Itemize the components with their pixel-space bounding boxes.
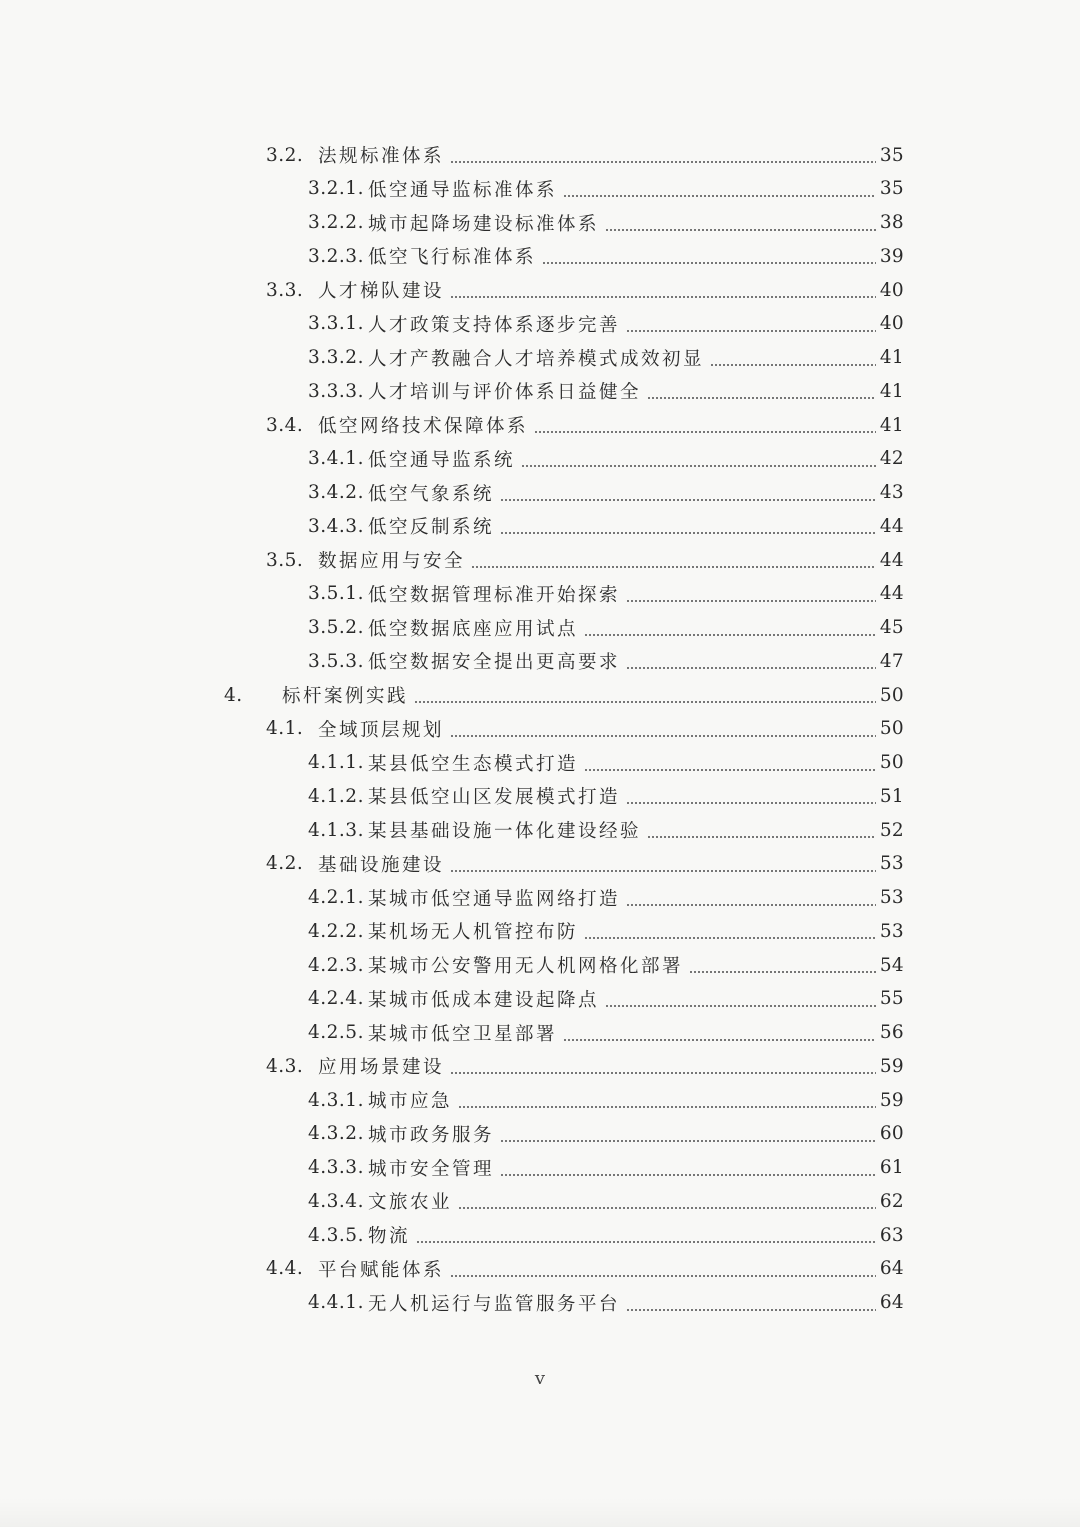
toc-dot-leader — [563, 195, 876, 197]
toc-entry-title: 城市起降场建设标准体系 — [368, 213, 600, 235]
toc-dot-leader — [584, 769, 876, 771]
toc-entry-title: 全域顶层规划 — [318, 719, 445, 741]
toc-dot-leader — [450, 1072, 876, 1074]
toc-entry-number: 4.3.4. — [308, 1190, 364, 1212]
toc-dot-leader — [471, 566, 876, 568]
toc-entry-page: 47 — [879, 650, 904, 672]
toc-entry-page: 53 — [879, 920, 904, 942]
toc-entry-number: 3.3.1. — [308, 313, 364, 335]
toc-entry-page: 55 — [879, 988, 904, 1010]
toc-dot-leader — [450, 296, 876, 298]
toc-dot-leader — [626, 904, 876, 906]
toc-entry-title: 低空飞行标准体系 — [368, 247, 537, 269]
toc-entry-title: 法规标准体系 — [318, 146, 445, 167]
toc-entry[interactable] — [0, 1218, 904, 1252]
toc-entry-number: 4.4. — [266, 1258, 304, 1280]
toc-dot-leader — [626, 802, 876, 804]
toc-entry-number: 3.2.3. — [308, 245, 364, 267]
toc-entry-title: 文旅农业 — [368, 1192, 453, 1214]
toc-entry-title: 低空通导监系统 — [368, 449, 516, 471]
toc-entry[interactable] — [0, 1083, 904, 1117]
toc-entry-number: 3.5.3. — [308, 650, 364, 672]
toc-entry-page: 61 — [879, 1157, 904, 1178]
toc-entry-page: 39 — [879, 245, 904, 267]
toc-entry-number: 3.4.1. — [308, 448, 364, 470]
toc-entry-page: 44 — [879, 515, 904, 537]
toc-entry-page: 42 — [879, 448, 904, 470]
toc-entry-page: 43 — [879, 482, 904, 503]
toc-entry-title: 某城市低成本建设起降点 — [368, 989, 600, 1011]
toc-entry-page: 41 — [879, 380, 904, 402]
toc-dot-leader — [584, 634, 876, 636]
toc-entry-title: 低空数据管理标准开始探索 — [368, 584, 621, 606]
toc-dot-leader — [500, 532, 876, 534]
toc-entry-page: 64 — [879, 1258, 904, 1280]
toc-dot-leader — [563, 1039, 876, 1041]
toc-dot-leader — [605, 1005, 876, 1007]
toc-entry-title: 标杆案例实践 — [282, 686, 409, 707]
toc-entry-title: 某机场无人机管控布防 — [368, 922, 579, 944]
page-number: v — [534, 1368, 546, 1389]
toc-entry[interactable] — [0, 982, 904, 1016]
toc-dot-leader — [534, 431, 876, 433]
toc-entry-title: 应用场景建设 — [318, 1057, 445, 1079]
toc-entry-number: 4.2. — [266, 853, 304, 875]
toc-entry-page: 44 — [879, 549, 904, 571]
toc-entry[interactable] — [0, 881, 904, 915]
toc-entry[interactable] — [0, 779, 904, 813]
toc-entry-number: 4.4.1. — [308, 1292, 364, 1313]
toc-entry-page: 63 — [879, 1224, 904, 1246]
toc-entry-number: 3.2.2. — [308, 212, 364, 233]
toc-entry[interactable] — [0, 408, 904, 442]
toc-entry-page: 35 — [879, 178, 904, 200]
toc-entry-page: 59 — [879, 1055, 904, 1077]
toc-entry-number: 3.3. — [266, 279, 304, 301]
toc-entry-number: 4.3.3. — [308, 1157, 364, 1178]
toc-entry-title: 某城市低空卫星部署 — [368, 1023, 558, 1045]
toc-entry[interactable] — [0, 341, 904, 375]
toc-dot-leader — [626, 667, 876, 669]
toc-entry-number: 4.2.1. — [308, 887, 364, 908]
toc-entry-page: 60 — [879, 1123, 904, 1145]
toc-entry-number: 4.1. — [266, 718, 304, 740]
toc-dot-leader — [626, 600, 876, 602]
toc-entry-title: 人才政策支持体系逐步完善 — [368, 314, 621, 336]
toc-entry-page: 50 — [879, 684, 904, 706]
toc-entry-number: 3.2.1. — [308, 178, 364, 200]
toc-dot-leader — [647, 397, 876, 399]
toc-entry[interactable] — [0, 476, 904, 510]
toc-entry-number: 3.2. — [266, 144, 304, 166]
toc-dot-leader — [500, 1140, 876, 1142]
toc-entry[interactable] — [0, 813, 904, 847]
toc-dot-leader — [450, 735, 876, 737]
toc-entry-page: 62 — [879, 1190, 904, 1212]
toc-entry-title: 物流 — [368, 1226, 411, 1247]
toc-entry[interactable] — [0, 1184, 904, 1218]
toc-entry-title: 低空通导监标准体系 — [368, 179, 558, 201]
toc-entry-title: 低空网络技术保障体系 — [318, 416, 529, 437]
toc-entry[interactable] — [0, 206, 904, 240]
toc-entry[interactable] — [0, 1049, 904, 1083]
toc-entry-title: 数据应用与安全 — [318, 551, 466, 572]
toc-entry-title: 无人机运行与监管服务平台 — [368, 1293, 621, 1315]
toc-entry-number: 4. — [224, 684, 243, 706]
toc-dot-leader — [414, 701, 876, 703]
toc-entry-title: 基础设施建设 — [318, 854, 445, 876]
toc-entry-title: 低空数据底座应用试点 — [368, 618, 579, 640]
toc-entry-number: 3.5.1. — [308, 583, 364, 605]
toc-entry-page: 59 — [879, 1089, 904, 1111]
toc-dot-leader — [416, 1241, 876, 1243]
toc-entry[interactable] — [0, 543, 904, 577]
toc-entry-title: 某城市公安警用无人机网格化部署 — [368, 956, 684, 977]
toc-entry-number: 4.2.5. — [308, 1022, 364, 1043]
toc-entry-page: 54 — [879, 954, 904, 976]
toc-entry-number: 3.4. — [266, 414, 304, 436]
toc-entry[interactable] — [0, 307, 904, 341]
toc-dot-leader — [584, 937, 876, 939]
toc-entry-page: 50 — [879, 718, 904, 740]
toc-dot-leader — [710, 364, 876, 366]
toc-dot-leader — [647, 836, 876, 838]
toc-entry-page: 38 — [879, 212, 904, 233]
toc-entry[interactable] — [0, 239, 904, 273]
toc-entry[interactable] — [0, 1151, 904, 1185]
toc-entry-page: 50 — [879, 752, 904, 773]
toc-entry-page: 44 — [879, 583, 904, 605]
toc-dot-leader — [521, 465, 876, 467]
toc-entry-number: 4.2.3. — [308, 954, 364, 976]
toc-entry-page: 64 — [879, 1292, 904, 1313]
toc-entry[interactable] — [0, 948, 904, 982]
toc-entry[interactable] — [0, 611, 904, 645]
toc-entry-title: 某县基础设施一体化建设经验 — [368, 821, 642, 842]
toc-entry-title: 城市政务服务 — [368, 1124, 495, 1146]
toc-dot-leader — [626, 330, 876, 332]
toc-entry-number: 4.3.2. — [308, 1123, 364, 1145]
toc-dot-leader — [605, 229, 876, 231]
toc-entry-number: 3.3.2. — [308, 347, 364, 368]
toc-entry-page: 35 — [879, 144, 904, 166]
toc-entry[interactable] — [0, 273, 904, 307]
toc-entry[interactable] — [0, 1252, 904, 1286]
toc-entry-title: 低空数据安全提出更高要求 — [368, 652, 621, 674]
toc-entry[interactable] — [0, 138, 904, 172]
toc-entry-title: 城市安全管理 — [368, 1158, 495, 1180]
toc-entry-page: 41 — [879, 414, 904, 436]
toc-entry-title: 某城市低空通导监网络打造 — [368, 888, 621, 910]
toc-dot-leader — [450, 1275, 876, 1277]
toc-entry[interactable] — [0, 374, 904, 408]
toc-entry-page: 52 — [879, 819, 904, 841]
toc-entry[interactable] — [0, 644, 904, 678]
toc-entry-number: 3.5. — [266, 549, 304, 571]
toc-entry-number: 3.4.3. — [308, 515, 364, 537]
toc-entry-title: 城市应急 — [368, 1091, 453, 1112]
toc-entry-page: 40 — [879, 279, 904, 301]
toc-entry[interactable] — [0, 442, 904, 476]
toc-dot-leader — [500, 1174, 876, 1176]
toc-entry-number: 4.1.3. — [308, 819, 364, 841]
toc-entry-title: 低空气象系统 — [368, 483, 495, 505]
toc-entry-title: 低空反制系统 — [368, 517, 495, 539]
toc-entry[interactable] — [0, 1016, 904, 1050]
toc-entry-title: 平台赋能体系 — [318, 1259, 445, 1281]
toc-entry[interactable] — [0, 509, 904, 543]
toc-entry[interactable] — [0, 678, 904, 712]
toc-entry-title: 人才培训与评价体系日益健全 — [368, 382, 642, 404]
toc-entry-number: 3.3.3. — [308, 380, 364, 402]
toc-entry[interactable] — [0, 1117, 904, 1151]
toc-entry-page: 53 — [879, 853, 904, 875]
toc-entry-title: 某县低空生态模式打造 — [368, 753, 579, 775]
toc-entry-page: 51 — [879, 785, 904, 807]
toc-entry-page: 45 — [879, 617, 904, 638]
toc-entry[interactable] — [0, 847, 904, 881]
toc-entry[interactable] — [0, 712, 904, 746]
toc-dot-leader — [626, 1309, 876, 1311]
toc-entry-number: 4.3. — [266, 1055, 304, 1077]
toc-dot-leader — [458, 1106, 876, 1108]
toc-entry-number: 4.3.5. — [308, 1224, 364, 1246]
toc-entry-number: 4.1.1. — [308, 752, 364, 773]
toc-entry[interactable] — [0, 914, 904, 948]
toc-dot-leader — [689, 971, 876, 973]
toc-dot-leader — [450, 870, 876, 872]
toc-entry-page: 40 — [879, 313, 904, 335]
toc-entry-page: 41 — [879, 347, 904, 368]
toc-entry[interactable] — [0, 1286, 904, 1320]
toc-entry-number: 4.2.2. — [308, 920, 364, 942]
toc-entry-page: 53 — [879, 887, 904, 908]
toc-entry-title: 人才产教融合人才培养模式成效初显 — [368, 348, 705, 370]
toc-dot-leader — [450, 161, 876, 163]
toc-entry-number: 4.1.2. — [308, 785, 364, 807]
toc-entry-number: 3.5.2. — [308, 617, 364, 638]
toc-dot-leader — [542, 262, 876, 264]
page-edge-shadow — [0, 1497, 1080, 1527]
toc-dot-leader — [500, 499, 876, 501]
toc-entry[interactable] — [0, 172, 904, 206]
toc-entry[interactable] — [0, 577, 904, 611]
toc-entry-number: 4.2.4. — [308, 988, 364, 1010]
toc-entry-title: 人才梯队建设 — [318, 281, 445, 302]
toc-dot-leader — [458, 1207, 876, 1209]
toc-entry-page: 56 — [879, 1022, 904, 1043]
toc-entry[interactable] — [0, 746, 904, 780]
toc-entry-number: 3.4.2. — [308, 482, 364, 503]
toc-entry-number: 4.3.1. — [308, 1089, 364, 1111]
toc-entry-title: 某县低空山区发展模式打造 — [368, 787, 621, 809]
